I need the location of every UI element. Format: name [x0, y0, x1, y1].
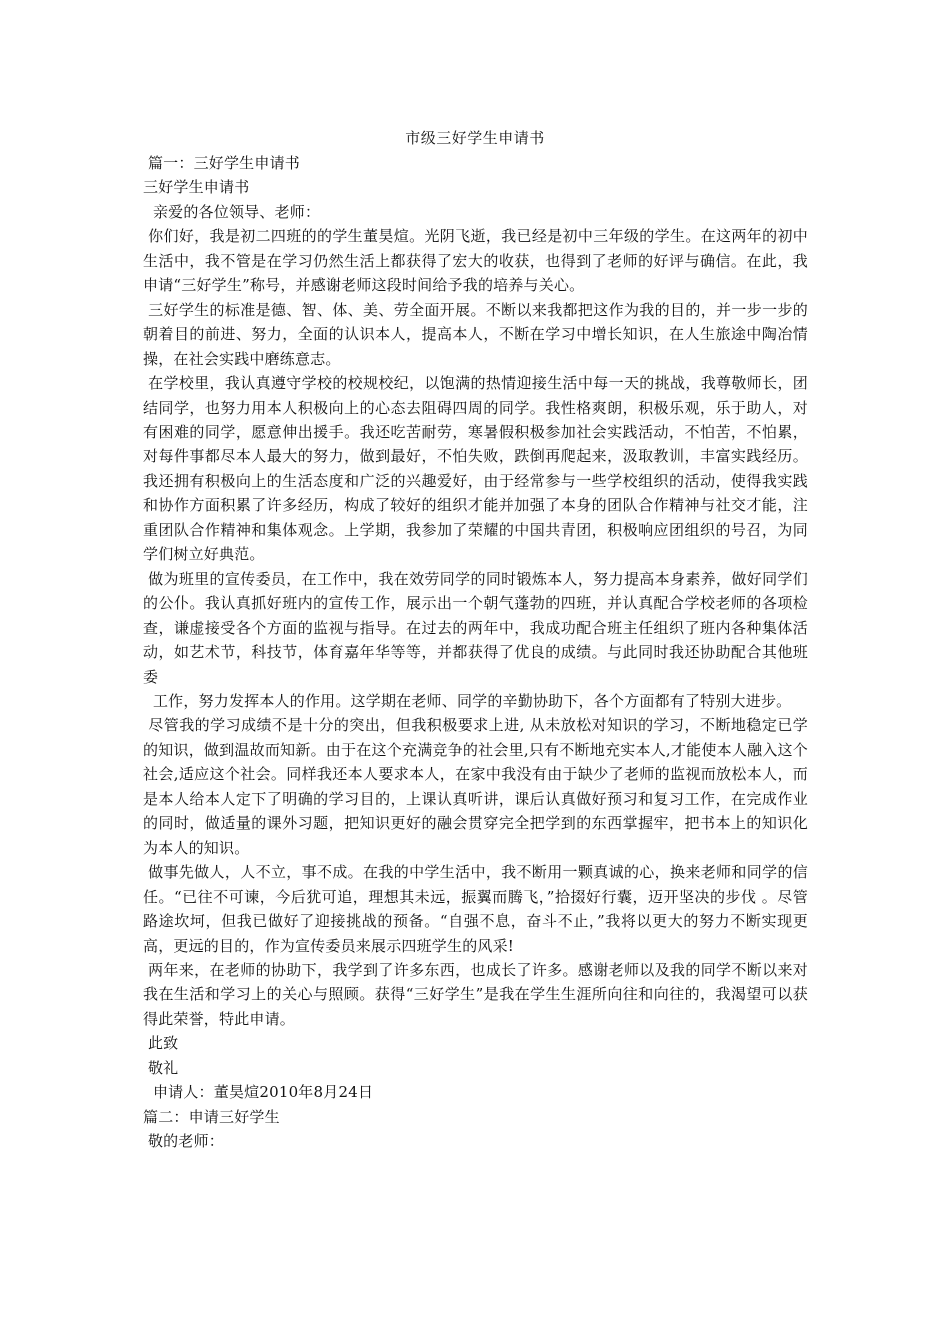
letter-title: 三好学生申请书 [143, 178, 250, 197]
body-paragraph: 三好学生的标准是德、智、体、美、劳全面开展。不断以来我都把这作为我的目的，并一步一步的朝着目的前进、努力，全面的认识本人，提高本人，不断在学习中增长知识，在人生旅途中陶冶情操，在社会实践中磨练意志。 [143, 300, 809, 368]
section-heading: 篇一：三好学生申请书 [143, 154, 300, 172]
body-paragraph: 做为班里的宣传委员，在工作中，我在效劳同学的同时锻炼本人，努力提高本身素养，做好同学们的公仆。我认真抓好班内的宣传工作，展示出一个朝气蓬勃的四班，并认真配合学校老师的各项检查，谦虚接受各个方面的监视与指导。在过去的两年中，我成功配合班主任组织了班内各种集体活动，如艺术节，科技节，体育嘉年华等等，并都获得了优良的成绩。与此同时我还协助配合其他班委 [143, 569, 809, 686]
section-heading: 篇二：申请三好学生 [143, 1107, 280, 1126]
signature-line: 申请人：董昊煊2010年8月24日 [143, 1083, 374, 1102]
body-paragraph: 工作，努力发挥本人的作用。这学期在老师、同学的辛勤协助下，各个方面都有了特别大进步。 [143, 691, 792, 710]
body-paragraph: 在学校里，我认真遵守学校的校规校纪，以饱满的热情迎接生活中每一天的挑战，我尊敬师长，团结同学，也努力用本人积极向上的心态去阻碍四周的同学。我性格爽朗，积极乐观，乐于助人，对有困难的同学，愿意伸出援手。我还吃苦耐劳，寒暑假积极参加社会实践活动，不怕苦，不怕累，对每件事都尽本人最大的努力，做到最好，不怕失败，跌倒再爬起来，汲取教训，丰富实践经历。我还拥有积极向上的生活态度和广泛的兴趣爱好，由于经常参与一些学校组织的活动，使得我实践和协作方面积累了许多经历，构成了较好的组织才能并加强了本身的团队合作精神与社交才能，注重团队合作精神和集体观念。上学期，我参加了荣耀的中国共青团，积极响应团组织的号召，为同学们树立好典范。 [143, 374, 809, 564]
salutation: 亲爱的各位领导、老师： [143, 202, 321, 221]
body-paragraph: 你们好，我是初二四班的的学生董昊煊。光阴飞逝，我已经是初中三年级的学生。在这两年的初中生活中，我不管是在学习仍然生活上都获得了宏大的收获，也得到了老师的好评与确信。在此，我申请“三好学生”称号，并感谢老师这段时间给予我的培养与关心。 [143, 227, 809, 295]
body-paragraph: 做事先做人，人不立，事不成。在我的中学生活中，我不断用一颗真诚的心，换来老师和同学的信任。“已往不可谏，今后犹可追，理想其未远，振翼而腾飞，”拾掇好行囊，迈开坚决的步伐 。尽管路途坎坷，但我已做好了迎接挑战的预备。“自强不息，奋斗不止，”我将以更大的努力不断实现更高，更远的目的，作为宣传委员来展示四班学生的风采! [143, 863, 809, 955]
body-paragraph: 尽管我的学习成绩不是十分的突出，但我积极要求上进, 从未放松对知识的学习，不断地稳定已学的知识，做到温故而知新。由于在这个充满竞争的社会里,只有不断地充实本人,才能使本人融入这个社会,适应这个社会。同样我还本人要求本人，在家中我没有由于缺少了老师的监视而放松本人，而是本人给本人定下了明确的学习目的，上课认真听讲，课后认真做好预习和复习工作，在完成作业的同时，做适量的课外习题，把知识更好的融会贯穿完全把学到的东西掌握牢，把书本上的知识化为本人的知识。 [143, 716, 809, 857]
document-title: 市级三好学生申请书 [405, 129, 545, 147]
closing-line: 此致 [143, 1034, 179, 1053]
salutation: 敬的老师： [143, 1132, 224, 1151]
closing-line: 敬礼 [143, 1058, 179, 1077]
body-paragraph: 两年来，在老师的协助下，我学到了许多东西，也成长了许多。感谢老师以及我的同学不断以来对我在生活和学习上的关心与照顾。获得“三好学生”是我在学生生涯所向往和向往的，我渴望可以获得此荣誉，特此申请。 [143, 960, 809, 1028]
document-body [143, 151, 808, 1154]
